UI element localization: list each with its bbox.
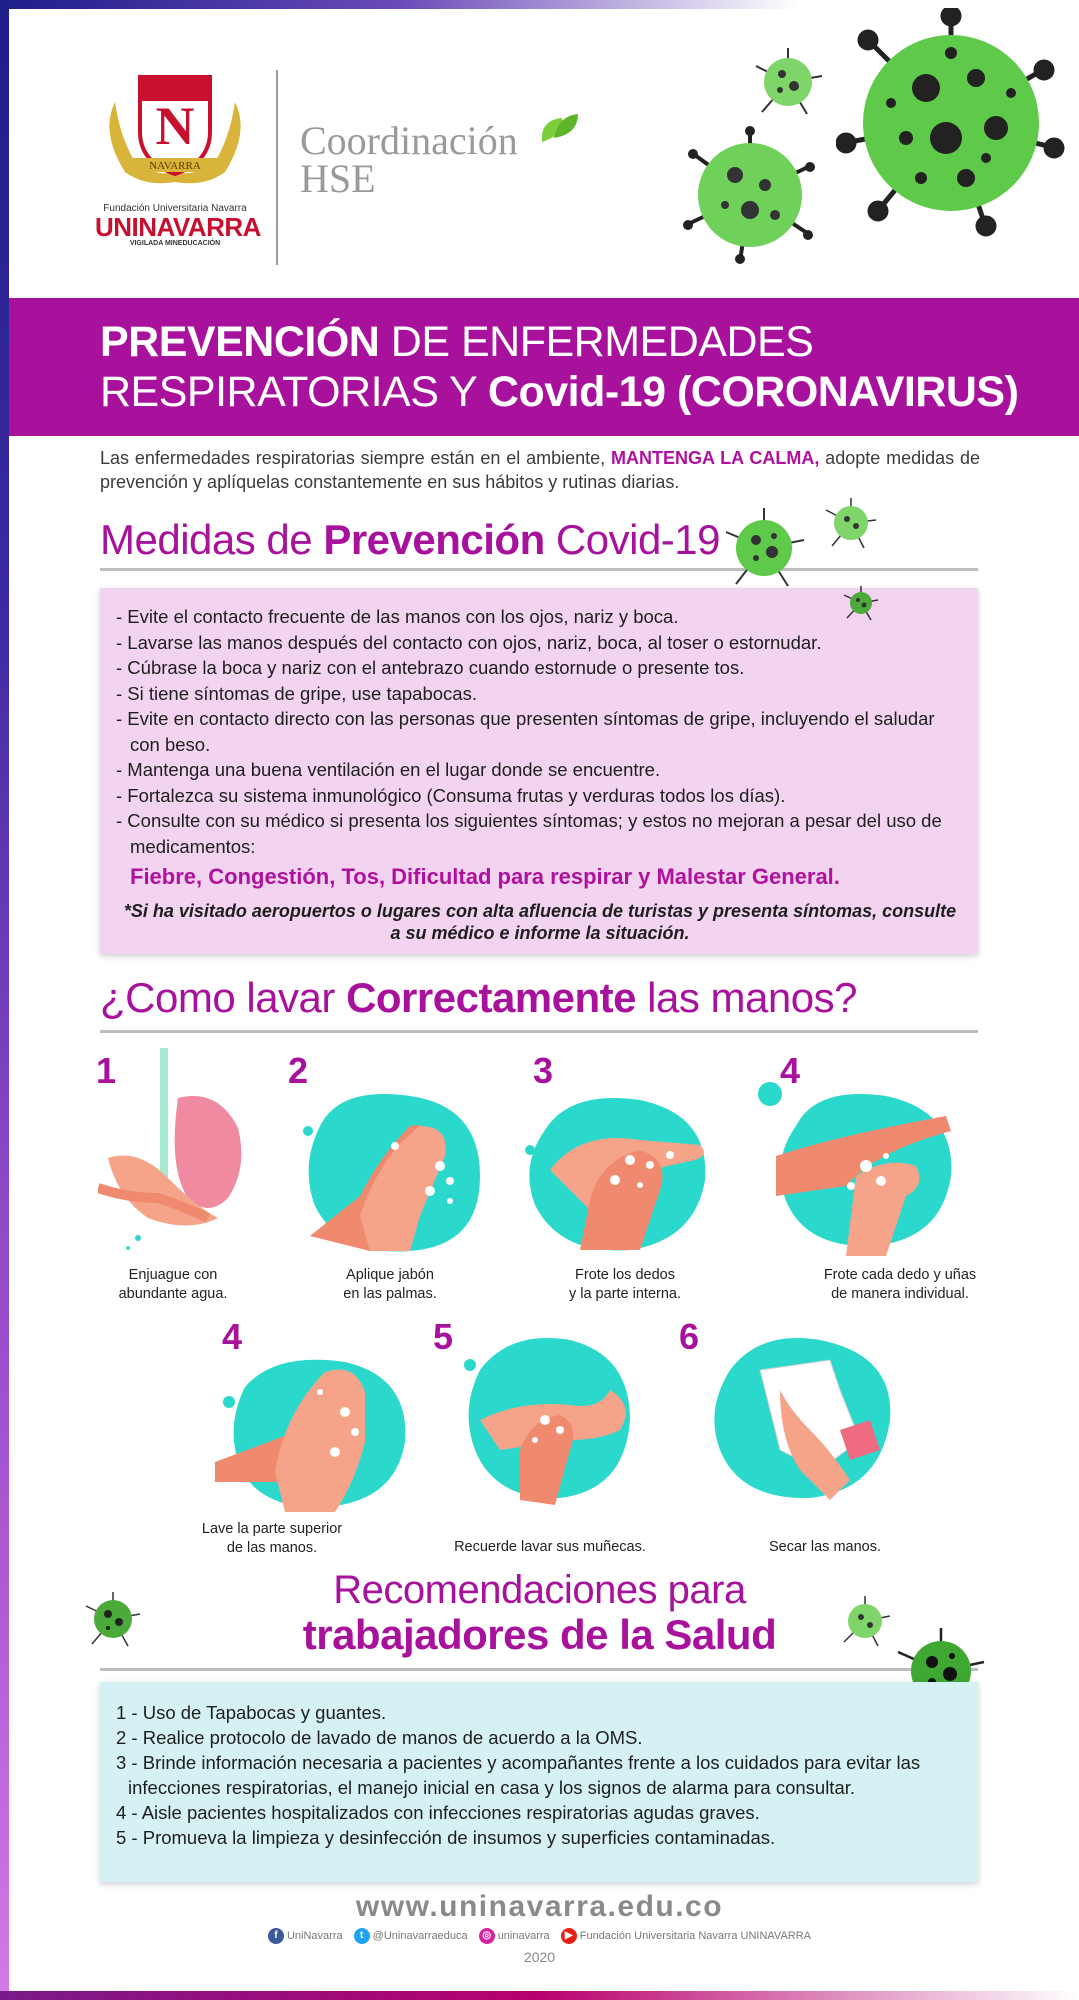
website-link[interactable]: www.uninavarra.edu.co xyxy=(355,1890,724,1923)
step-caption-line: de las manos. xyxy=(226,1540,318,1556)
hands-rinse-icon xyxy=(98,1048,248,1258)
list-item: - Evite en contacto directo con las personas que presenten síntomas de gripe, incluyendo el saludar con beso. xyxy=(116,708,935,755)
handwash-heading-post: las manos? xyxy=(636,974,857,1021)
hands-soap-icon xyxy=(300,1086,490,1256)
step-number: 6 xyxy=(679,1316,700,1357)
logo-name: UNINAVARRA xyxy=(95,212,261,242)
step-caption-line: Recuerde lavar sus muñecas. xyxy=(454,1539,646,1555)
intro-after: adopte medidas de prevención y aplíquelas constantemente en sus hábitos y rutinas diarias. xyxy=(100,448,980,492)
virus-large-icon xyxy=(836,8,1066,238)
youtube-link[interactable] xyxy=(561,1928,811,1944)
list-item: 2 - Realice protocolo de lavado de manos de acuerdo a la OMS. xyxy=(116,1727,643,1748)
crest-text: NAVARRA xyxy=(149,160,201,172)
hands-wrist-icon xyxy=(460,1330,640,1510)
facebook-icon: f xyxy=(268,1928,284,1944)
handwash-heading-bold: Correctamente xyxy=(346,974,637,1021)
list-item: - Mantenga una buena ventilación en el lugar donde se encuentre. xyxy=(116,759,661,780)
list-item: 5 - Promueva la limpieza y desinfección de insumos y superficies contaminadas. xyxy=(116,1827,776,1848)
list-item: - Cúbrase la boca y nariz con el antebrazo cuando estornude o presente tos. xyxy=(116,657,745,678)
virus-box-icon xyxy=(843,585,879,621)
bottom-edge-gradient xyxy=(0,1991,1079,2000)
youtube-handle: Fundación Universitaria Navarra UNINAVARRA xyxy=(579,1929,812,1942)
measures-heading-bold: Prevención xyxy=(323,516,545,563)
step-caption-line: en las palmas. xyxy=(343,1286,437,1302)
virus-heading-icon xyxy=(722,506,806,590)
virus-right-small-icon xyxy=(838,1594,892,1648)
step-number: 4 xyxy=(780,1050,801,1091)
twitter-handle: @Uninavarraeduca xyxy=(372,1929,468,1942)
step-number: 2 xyxy=(288,1050,309,1091)
step-caption-line: de manera individual. xyxy=(831,1286,969,1302)
step-caption-line: abundante agua. xyxy=(118,1286,228,1302)
intro-highlight: MANTENGA LA CALMA, xyxy=(611,448,820,468)
hands-dry-icon xyxy=(700,1330,900,1510)
left-edge-gradient xyxy=(0,0,9,2000)
handwash-rule xyxy=(100,1030,978,1033)
step-caption-line: y la parte interna. xyxy=(568,1286,682,1302)
step-caption-line: Secar las manos. xyxy=(768,1539,882,1555)
list-item: 3 - Brinde información necesaria a pacientes y acompañantes frente a los cuidados para evitar las infecciones respiratorias, el manejo inicial en casa y los signos de alarma para consultar. xyxy=(116,1752,921,1798)
measures-heading-post: Covid-19 xyxy=(544,516,721,563)
youtube-icon: ▶ xyxy=(561,1928,577,1944)
health-heading-line1: Recomendaciones para xyxy=(333,1568,746,1612)
coordination-hse-title xyxy=(300,118,518,201)
list-item: 4 - Aisle pacientes hospitalizados con infecciones respiratorias agudas graves. xyxy=(116,1802,760,1823)
step-caption xyxy=(540,1266,710,1304)
svg-text:N: N xyxy=(155,96,195,156)
list-item: - Consulte con su médico si presenta los siguientes síntomas; y estos no mejoran a pesar del uso de medicamentos: xyxy=(116,810,942,857)
virus-medium-icon xyxy=(680,125,820,265)
facebook-link[interactable] xyxy=(268,1928,343,1944)
year: 2020 xyxy=(523,1949,556,1965)
step-caption xyxy=(182,1520,362,1558)
virus-left-icon xyxy=(84,1590,142,1648)
title-banner xyxy=(9,298,1079,436)
crest-icon xyxy=(95,62,255,192)
uninavarra-logo xyxy=(95,62,261,247)
header-divider xyxy=(276,70,278,265)
step-caption-line: Aplique jabón xyxy=(346,1267,434,1283)
step-caption xyxy=(83,1266,263,1304)
coord-line2: HSE xyxy=(300,156,376,201)
list-item: - Lavarse las manos después del contacto con ojos, nariz, boca, al toser o estornudar. xyxy=(116,631,822,653)
list-item: - Evite el contacto frecuente de las manos con los ojos, nariz y boca. xyxy=(116,606,679,627)
step-number: 4 xyxy=(222,1316,243,1357)
step-caption xyxy=(730,1538,920,1557)
step-caption xyxy=(810,1266,990,1304)
list-item: 1 - Uso de Tapabocas y guantes. xyxy=(116,1702,387,1723)
coord-line1: Coordinación xyxy=(300,118,518,163)
list-item: - Si tiene síntomas de gripe, use tapabocas. xyxy=(116,682,477,704)
hands-nails-icon xyxy=(756,1076,956,1256)
list-item: - Fortalezca su sistema inmunológico (Consuma frutas y verduras todos los días). xyxy=(116,784,786,806)
step-number: 5 xyxy=(433,1316,454,1357)
banner-line1 xyxy=(100,318,813,366)
handwash-heading xyxy=(100,974,857,1022)
banner-bold-prevencion: PREVENCIÓN xyxy=(100,318,380,366)
twitter-icon: t xyxy=(354,1928,370,1944)
step-number: 1 xyxy=(96,1050,117,1091)
measures-rule xyxy=(100,568,978,571)
twitter-link[interactable] xyxy=(354,1928,468,1944)
step-caption xyxy=(440,1538,660,1557)
instagram-link[interactable] xyxy=(479,1928,550,1944)
travel-note: *Si ha visitado aeropuertos o lugares con alta afluencia de turistas y presenta síntomas, consulte a su médico e informe la situación. xyxy=(123,901,957,943)
step-number: 3 xyxy=(533,1050,554,1091)
banner-line2 xyxy=(100,368,1018,416)
prevention-measures-box xyxy=(100,588,978,954)
step-caption-line: Frote cada dedo y uñas xyxy=(823,1267,977,1283)
banner-line1-rest: DE ENFERMEDADES xyxy=(379,318,814,366)
step-caption-line: Frote los dedos xyxy=(575,1267,675,1283)
facebook-handle: UniNavarra xyxy=(286,1929,343,1942)
intro-before: Las enfermedades respiratorias siempre están en el ambiente, xyxy=(100,448,612,468)
step-caption xyxy=(300,1266,480,1304)
banner-bold-covid: Covid-19 (CORONAVIRUS) xyxy=(487,368,1019,416)
hands-fingers-icon xyxy=(520,1090,720,1260)
health-rule xyxy=(100,1668,978,1671)
virus-small-icon xyxy=(752,46,824,118)
symptoms-list: Fiebre, Congestión, Tos, Dificultad para respirar y Malestar General. xyxy=(130,864,840,889)
banner-line2-rest: RESPIRATORIAS Y xyxy=(100,368,488,416)
step-caption-line: Lave la parte superior xyxy=(201,1521,343,1537)
social-links xyxy=(0,1928,1079,1944)
health-heading-line2: trabajadores de la Salud xyxy=(302,1611,777,1658)
health-list xyxy=(116,1700,966,1850)
handwash-heading-pre: ¿Como lavar xyxy=(100,974,347,1021)
hands-back-icon xyxy=(215,1352,415,1512)
instagram-handle: uninavarra xyxy=(497,1929,550,1942)
leaf-icon xyxy=(538,112,578,146)
measures-heading-pre: Medidas de xyxy=(100,516,324,563)
virus-tiny-icon xyxy=(824,496,878,550)
logo-vigilada: VIGILADA MINEDUCACIÓN xyxy=(129,240,221,247)
health-recommendations-box xyxy=(100,1682,978,1882)
instagram-icon: ◎ xyxy=(479,1928,495,1944)
logo-foundation: Fundación Universitaria Navarra xyxy=(103,203,247,214)
step-caption-line: Enjuague con xyxy=(128,1267,218,1283)
top-edge-gradient xyxy=(0,0,800,9)
measures-list xyxy=(116,604,966,859)
measures-heading xyxy=(100,516,720,564)
intro-paragraph xyxy=(100,446,980,494)
